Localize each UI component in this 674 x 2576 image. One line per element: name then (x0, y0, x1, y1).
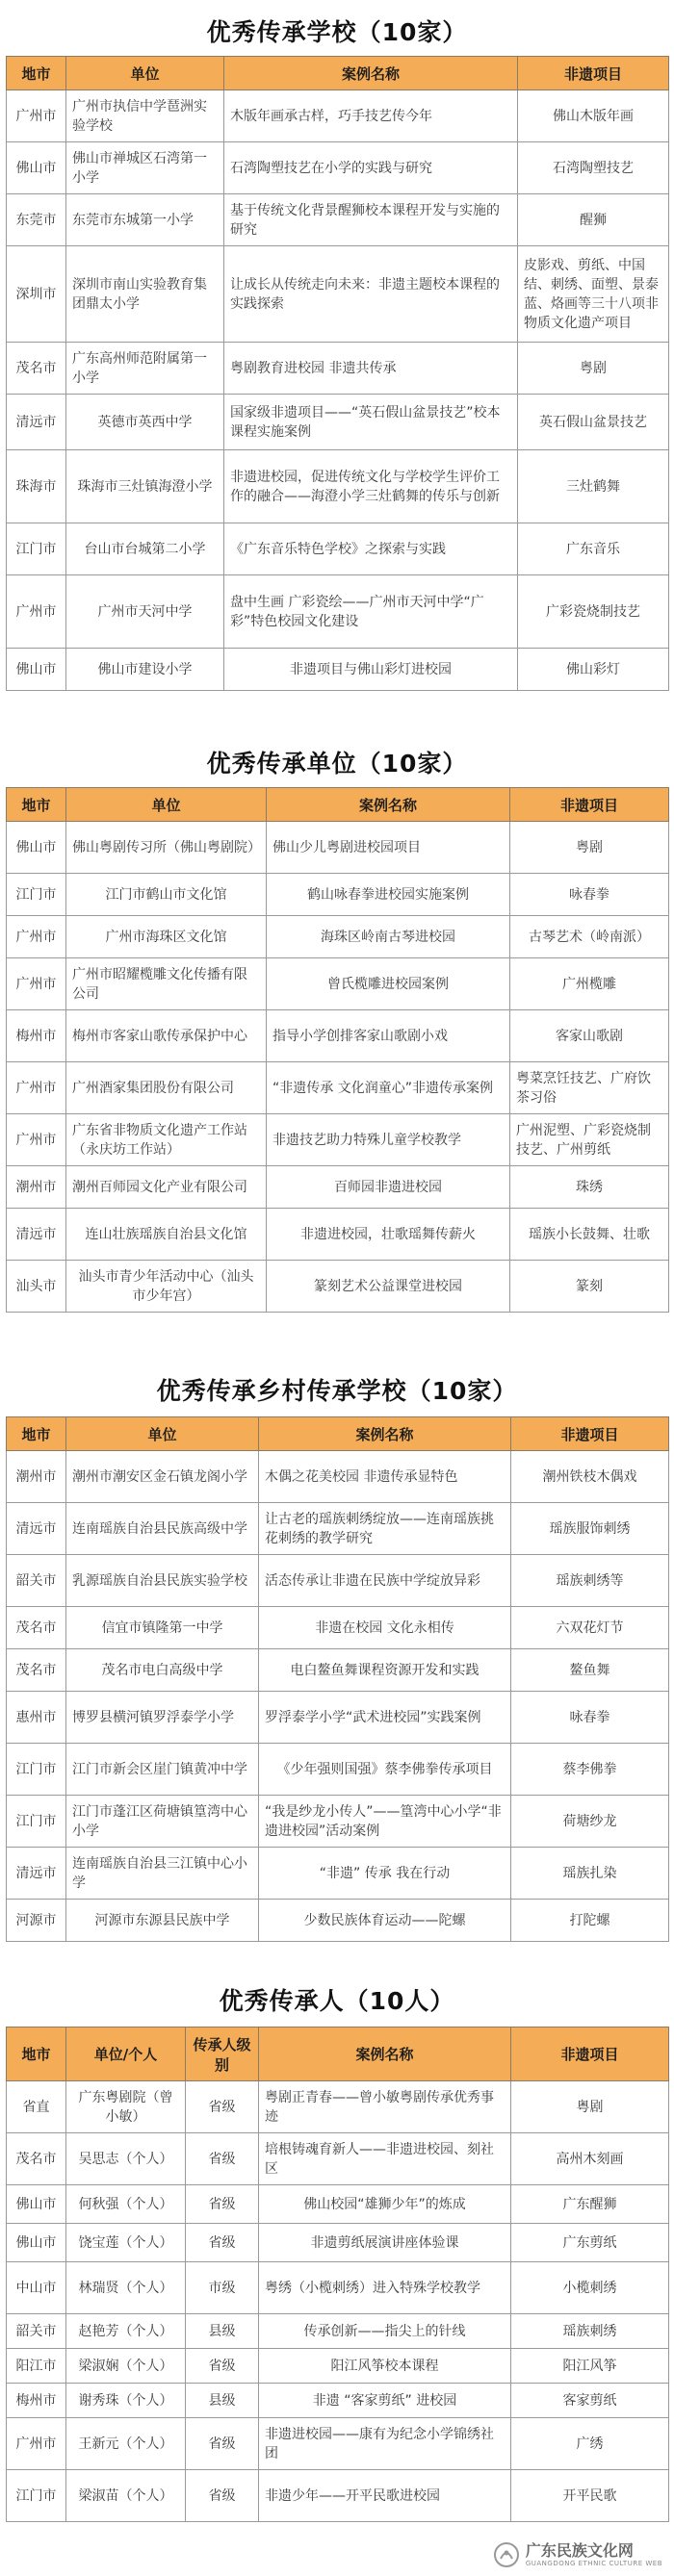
table-row (7, 649, 669, 691)
cell-case: 基于传统文化背景醒狮校本课程开发与实施的研究 (224, 194, 518, 246)
cell-unit: 广州市海珠区文化馆 (66, 916, 267, 958)
header-city: 地市 (7, 1417, 66, 1451)
table-row (7, 1503, 669, 1555)
table-row (7, 1555, 669, 1607)
section-title-rural-schools: 优秀传承乡村传承学校（10家） (156, 1377, 518, 1405)
table-row (7, 2262, 669, 2314)
cell-case: 佛山校园“雄狮少年”的炼成 (259, 2185, 511, 2224)
cell-city: 佛山市 (7, 2185, 66, 2224)
cell-person: 梁淑苗（个人） (66, 2470, 186, 2522)
cell-city: 中山市 (7, 2262, 66, 2314)
table-row (7, 822, 669, 874)
cell-item: 潮州铁枝木偶戏 (511, 1451, 669, 1503)
table-row (7, 343, 669, 395)
table-row (7, 1062, 669, 1114)
cell-city: 韶关市 (7, 2314, 66, 2349)
cell-city: 茂名市 (7, 343, 66, 395)
header-heritage-item: 非遗项目 (511, 2028, 669, 2081)
table-row (7, 1451, 669, 1503)
header-unit: 单位 (66, 1417, 259, 1451)
cell-item: 开平民歌 (511, 2470, 669, 2522)
table-row (7, 1900, 669, 1942)
section-title-inheritors: 优秀传承人（10人） (219, 1987, 455, 2015)
cell-city: 茂名市 (7, 1607, 66, 1649)
header-heritage-item: 非遗项目 (518, 57, 669, 90)
cell-case: 粤剧正青春——曾小敏粤剧传承优秀事迹 (259, 2081, 511, 2133)
cell-city: 珠海市 (7, 450, 66, 523)
cell-unit: 英德市英西中学 (66, 395, 224, 450)
cell-item: 广东醒狮 (511, 2185, 669, 2224)
cell-item: 蔡李佛拳 (511, 1744, 669, 1796)
cell-city: 清远市 (7, 395, 66, 450)
header-case-name: 案例名称 (224, 57, 518, 90)
cell-person: 何秋强（个人） (66, 2185, 186, 2224)
cell-item: 客家剪纸 (511, 2384, 669, 2418)
cell-city: 阳江市 (7, 2349, 66, 2384)
table-row (7, 90, 669, 142)
cell-city: 江门市 (7, 1744, 66, 1796)
table-header-row (7, 57, 669, 90)
cell-city: 江门市 (7, 523, 66, 575)
cell-item: 客家山歌剧 (510, 1010, 669, 1062)
cell-level: 省级 (186, 2349, 259, 2384)
table-row (7, 194, 669, 246)
table-inheritors (6, 2027, 669, 2522)
cell-item: 广州榄雕 (510, 958, 669, 1010)
cell-city: 广州市 (7, 1114, 66, 1166)
cell-unit: 佛山粤剧传习所（佛山粤剧院） (66, 822, 267, 874)
cell-city: 广州市 (7, 958, 66, 1010)
table-row (7, 2418, 669, 2470)
cell-item: 瑶族扎染 (511, 1848, 669, 1900)
cell-city: 省直 (7, 2081, 66, 2133)
cell-case: 《广东音乐特色学校》之探索与实践 (224, 523, 518, 575)
cell-unit: 佛山市建设小学 (66, 649, 224, 691)
cell-case: 海珠区岭南古琴进校园 (267, 916, 510, 958)
cell-unit: 潮州市潮安区金石镇龙阁小学 (66, 1451, 259, 1503)
cell-person: 广东粤剧院（曾小敏） (66, 2081, 186, 2133)
cell-city: 佛山市 (7, 142, 66, 194)
table-row (7, 874, 669, 916)
cell-unit: 佛山市禅城区石湾第一小学 (66, 142, 224, 194)
cell-case: “非遗” 传承 我在行动 (259, 1848, 511, 1900)
cell-unit: 汕头市青少年活动中心（汕头市少年宫） (66, 1261, 267, 1313)
cell-city: 惠州市 (7, 1692, 66, 1744)
cell-city: 潮州市 (7, 1166, 66, 1209)
header-case-name: 案例名称 (259, 1417, 511, 1451)
table-header-row (7, 788, 669, 822)
cell-unit: 广州市天河中学 (66, 575, 224, 649)
cell-item: 咏春拳 (511, 1692, 669, 1744)
cell-unit: 河源市东源县民族中学 (66, 1900, 259, 1942)
cell-case: “非遗传承 文化润童心”非遗传承案例 (267, 1062, 510, 1114)
header-case-name: 案例名称 (259, 2028, 511, 2081)
header-city: 地市 (7, 57, 66, 90)
table-row (7, 1209, 669, 1261)
cell-item: 高州木刻画 (511, 2133, 669, 2185)
cell-case: 指导小学创排客家山歌剧小戏 (267, 1010, 510, 1062)
table-row (7, 450, 669, 523)
site-logo-icon (493, 2541, 520, 2568)
table-row (7, 2224, 669, 2262)
cell-city: 广州市 (7, 575, 66, 649)
table-header-row (7, 1417, 669, 1451)
cell-city: 广州市 (7, 916, 66, 958)
cell-unit: 珠海市三灶镇海澄小学 (66, 450, 224, 523)
cell-unit: 广东省非物质文化遗产工作站（永庆坊工作站） (66, 1114, 267, 1166)
cell-level: 县级 (186, 2384, 259, 2418)
cell-unit: 广州酒家集团股份有限公司 (66, 1062, 267, 1114)
cell-person: 赵艳芳（个人） (66, 2314, 186, 2349)
cell-case: 木版年画承古样，巧手技艺传今年 (224, 90, 518, 142)
cell-item: 三灶鹤舞 (518, 450, 669, 523)
cell-case: 篆刻艺术公益课堂进校园 (267, 1261, 510, 1313)
cell-city: 佛山市 (7, 649, 66, 691)
cell-item: 咏春拳 (510, 874, 669, 916)
cell-city: 潮州市 (7, 1451, 66, 1503)
section-title-heritage-units: 优秀传承单位（10家） (206, 750, 468, 778)
cell-level: 市级 (186, 2262, 259, 2314)
cell-case: 非遗进校园，促进传统文化与学校学生评价工作的融合——海澄小学三灶鹤舞的传乐与创新 (224, 450, 518, 523)
watermark-name: 广东民族文化网 (525, 2540, 634, 2560)
cell-case: 培根铸魂育新人——非遗进校园、刻社区 (259, 2133, 511, 2185)
table-row (7, 2314, 669, 2349)
cell-city: 清远市 (7, 1503, 66, 1555)
cell-case: 非遗进校园——康有为纪念小学锦绣社团 (259, 2418, 511, 2470)
table-row (7, 1010, 669, 1062)
cell-item: 打陀螺 (511, 1900, 669, 1942)
cell-unit: 江门市鹤山市文化馆 (66, 874, 267, 916)
cell-item: 石湾陶塑技艺 (518, 142, 669, 194)
table-row (7, 1261, 669, 1313)
cell-case: 百师园非遗进校园 (267, 1166, 510, 1209)
cell-city: 清远市 (7, 1209, 66, 1261)
cell-case: 国家级非遗项目——“英石假山盆景技艺”校本课程实施案例 (224, 395, 518, 450)
cell-item: 小榄刺绣 (511, 2262, 669, 2314)
cell-city: 江门市 (7, 874, 66, 916)
cell-case: 少数民族体育运动——陀螺 (259, 1900, 511, 1942)
cell-person: 梁淑娴（个人） (66, 2349, 186, 2384)
cell-item: 广彩瓷烧制技艺 (518, 575, 669, 649)
cell-city: 广州市 (7, 1062, 66, 1114)
cell-unit: 梅州市客家山歌传承保护中心 (66, 1010, 267, 1062)
header-heritage-item: 非遗项目 (511, 1417, 669, 1451)
cell-city: 东莞市 (7, 194, 66, 246)
cell-item: 篆刻 (510, 1261, 669, 1313)
cell-item: 粤剧 (511, 2081, 669, 2133)
cell-level: 省级 (186, 2185, 259, 2224)
cell-item: 瑶族小长鼓舞、壮歌 (510, 1209, 669, 1261)
cell-city: 茂名市 (7, 1649, 66, 1692)
header-heritage-item: 非遗项目 (510, 788, 669, 822)
cell-city: 清远市 (7, 1848, 66, 1900)
cell-case: 非遗在校园 文化永相传 (259, 1607, 511, 1649)
cell-item: 阳江风筝 (511, 2349, 669, 2384)
cell-item: 广绣 (511, 2418, 669, 2470)
cell-case: 非遗少年——开平民歌进校园 (259, 2470, 511, 2522)
cell-case: 让古老的瑶族刺绣绽放——连南瑶族挑花刺绣的教学研究 (259, 1503, 511, 1555)
cell-level: 县级 (186, 2314, 259, 2349)
cell-unit: 广州市执信中学琶洲实验学校 (66, 90, 224, 142)
header-inheritor-level: 传承人级别 (186, 2028, 259, 2081)
cell-unit: 乳源瑶族自治县民族实验学校 (66, 1555, 259, 1607)
cell-unit: 广东高州师范附属第一小学 (66, 343, 224, 395)
cell-case: 木偶之花美校园 非遗传承显特色 (259, 1451, 511, 1503)
table-heritage-units (6, 787, 669, 1313)
cell-item: 瑶族刺绣 (511, 2314, 669, 2349)
header-city: 地市 (7, 2028, 66, 2081)
cell-city: 梅州市 (7, 2384, 66, 2418)
cell-case: 罗浮泰学小学“武术进校园”实践案例 (259, 1692, 511, 1744)
cell-item: 鳌鱼舞 (511, 1649, 669, 1692)
cell-unit: 东莞市东城第一小学 (66, 194, 224, 246)
cell-city: 河源市 (7, 1900, 66, 1942)
cell-level: 省级 (186, 2224, 259, 2262)
cell-case: 电白鳌鱼舞课程资源开发和实践 (259, 1649, 511, 1692)
cell-level: 省级 (186, 2133, 259, 2185)
cell-item: 粤菜烹饪技艺、广府饮茶习俗 (510, 1062, 669, 1114)
header-unit: 单位 (66, 57, 224, 90)
cell-item: 佛山木版年画 (518, 90, 669, 142)
cell-unit: 连山壮族瑶族自治县文化馆 (66, 1209, 267, 1261)
table-row (7, 246, 669, 343)
table-row (7, 395, 669, 450)
cell-case: 非遗剪纸展演讲座体验课 (259, 2224, 511, 2262)
table-row (7, 1692, 669, 1744)
cell-item: 广东剪纸 (511, 2224, 669, 2262)
cell-unit: 江门市新会区崖门镇黄冲中学 (66, 1744, 259, 1796)
cell-case: 曾氏榄雕进校园案例 (267, 958, 510, 1010)
cell-case: 活态传承让非遗在民族中学绽放异彩 (259, 1555, 511, 1607)
cell-item: 皮影戏、剪纸、中国结、刺绣、面塑、景泰蓝、烙画等三十八项非物质文化遗产项目 (518, 246, 669, 343)
table-row (7, 2349, 669, 2384)
cell-city: 佛山市 (7, 822, 66, 874)
table-row (7, 2133, 669, 2185)
cell-city: 汕头市 (7, 1261, 66, 1313)
cell-item: 六双花灯节 (511, 1607, 669, 1649)
cell-city: 茂名市 (7, 2133, 66, 2185)
cell-case: 阳江风筝校本课程 (259, 2349, 511, 2384)
table-row (7, 1607, 669, 1649)
table-row (7, 958, 669, 1010)
table-header-row (7, 2028, 669, 2081)
cell-item: 广东音乐 (518, 523, 669, 575)
cell-unit: 潮州百师园文化产业有限公司 (66, 1166, 267, 1209)
cell-city: 江门市 (7, 2470, 66, 2522)
cell-case: 非遗进校园，壮歌瑶舞传薪火 (267, 1209, 510, 1261)
site-watermark (489, 2539, 666, 2570)
cell-person: 谢秀珠（个人） (66, 2384, 186, 2418)
table-rural-schools (6, 1416, 669, 1942)
cell-item: 英石假山盆景技艺 (518, 395, 669, 450)
cell-person: 林瑞贤（个人） (66, 2262, 186, 2314)
cell-unit: 江门市蓬江区荷塘镇篁湾中心小学 (66, 1796, 259, 1848)
cell-level: 省级 (186, 2418, 259, 2470)
table-heritage-schools (6, 56, 669, 691)
header-case-name: 案例名称 (267, 788, 510, 822)
cell-case: 粤剧教育进校园 非遗共传承 (224, 343, 518, 395)
cell-case: 粤绣（小榄刺绣）进入特殊学校教学 (259, 2262, 511, 2314)
table-row (7, 2384, 669, 2418)
cell-city: 佛山市 (7, 2224, 66, 2262)
cell-case: 鹤山咏春拳进校园实施案例 (267, 874, 510, 916)
cell-case: 佛山少儿粤剧进校园项目 (267, 822, 510, 874)
cell-item: 瑶族刺绣等 (511, 1555, 669, 1607)
cell-city: 梅州市 (7, 1010, 66, 1062)
cell-person: 饶宝莲（个人） (66, 2224, 186, 2262)
cell-case: 非遗 “客家剪纸” 进校园 (259, 2384, 511, 2418)
cell-unit: 信宜市镇隆第一中学 (66, 1607, 259, 1649)
cell-case: 非遗技艺助力特殊儿童学校教学 (267, 1114, 510, 1166)
table-row (7, 2081, 669, 2133)
cell-city: 广州市 (7, 90, 66, 142)
cell-item: 珠绣 (510, 1166, 669, 1209)
table-row (7, 2470, 669, 2522)
cell-city: 江门市 (7, 1796, 66, 1848)
cell-item: 佛山彩灯 (518, 649, 669, 691)
header-unit-person: 单位/个人 (66, 2028, 186, 2081)
table-row (7, 1796, 669, 1848)
watermark-subtitle: GUANGDONG ETHNIC CULTURE WEB (525, 2559, 662, 2567)
table-row (7, 575, 669, 649)
table-row (7, 1114, 669, 1166)
table-row (7, 1649, 669, 1692)
cell-city: 韶关市 (7, 1555, 66, 1607)
cell-case: 石湾陶塑技艺在小学的实践与研究 (224, 142, 518, 194)
cell-unit: 连南瑶族自治县三江镇中心小学 (66, 1848, 259, 1900)
cell-city: 广州市 (7, 2418, 66, 2470)
cell-case: 非遗项目与佛山彩灯进校园 (224, 649, 518, 691)
cell-item: 瑶族服饰刺绣 (511, 1503, 669, 1555)
cell-unit: 广州市昭耀榄雕文化传播有限公司 (66, 958, 267, 1010)
table-row (7, 916, 669, 958)
cell-item: 广州泥塑、广彩瓷烧制技艺、广州剪纸 (510, 1114, 669, 1166)
cell-unit: 台山市台城第二小学 (66, 523, 224, 575)
cell-item: 粤剧 (510, 822, 669, 874)
table-row (7, 1166, 669, 1209)
cell-item: 粤剧 (518, 343, 669, 395)
cell-case: 让成长从传统走向未来：非遗主题校本课程的实践探索 (224, 246, 518, 343)
cell-item: 醒狮 (518, 194, 669, 246)
header-city: 地市 (7, 788, 66, 822)
table-row (7, 1744, 669, 1796)
cell-case: “我是纱龙小传人”——篁湾中心小学“非遗进校园”活动案例 (259, 1796, 511, 1848)
table-row (7, 2185, 669, 2224)
cell-case: 传承创新——指尖上的针线 (259, 2314, 511, 2349)
table-row (7, 1848, 669, 1900)
cell-person: 吴思志（个人） (66, 2133, 186, 2185)
table-row (7, 523, 669, 575)
cell-level: 省级 (186, 2470, 259, 2522)
cell-unit: 博罗县横河镇罗浮泰学小学 (66, 1692, 259, 1744)
cell-person: 王新元（个人） (66, 2418, 186, 2470)
cell-unit: 连南瑶族自治县民族高级中学 (66, 1503, 259, 1555)
section-title-heritage-schools: 优秀传承学校（10家） (206, 18, 468, 46)
cell-unit: 深圳市南山实验教育集团鼎太小学 (66, 246, 224, 343)
table-row (7, 142, 669, 194)
cell-unit: 茂名市电白高级中学 (66, 1649, 259, 1692)
cell-city: 深圳市 (7, 246, 66, 343)
cell-item: 古琴艺术（岭南派） (510, 916, 669, 958)
cell-level: 省级 (186, 2081, 259, 2133)
cell-item: 荷塘纱龙 (511, 1796, 669, 1848)
cell-case: 盘中生画 广彩瓷绘——广州市天河中学“广彩”特色校园文化建设 (224, 575, 518, 649)
cell-case: 《少年强则国强》蔡李佛拳传承项目 (259, 1744, 511, 1796)
header-unit: 单位 (66, 788, 267, 822)
